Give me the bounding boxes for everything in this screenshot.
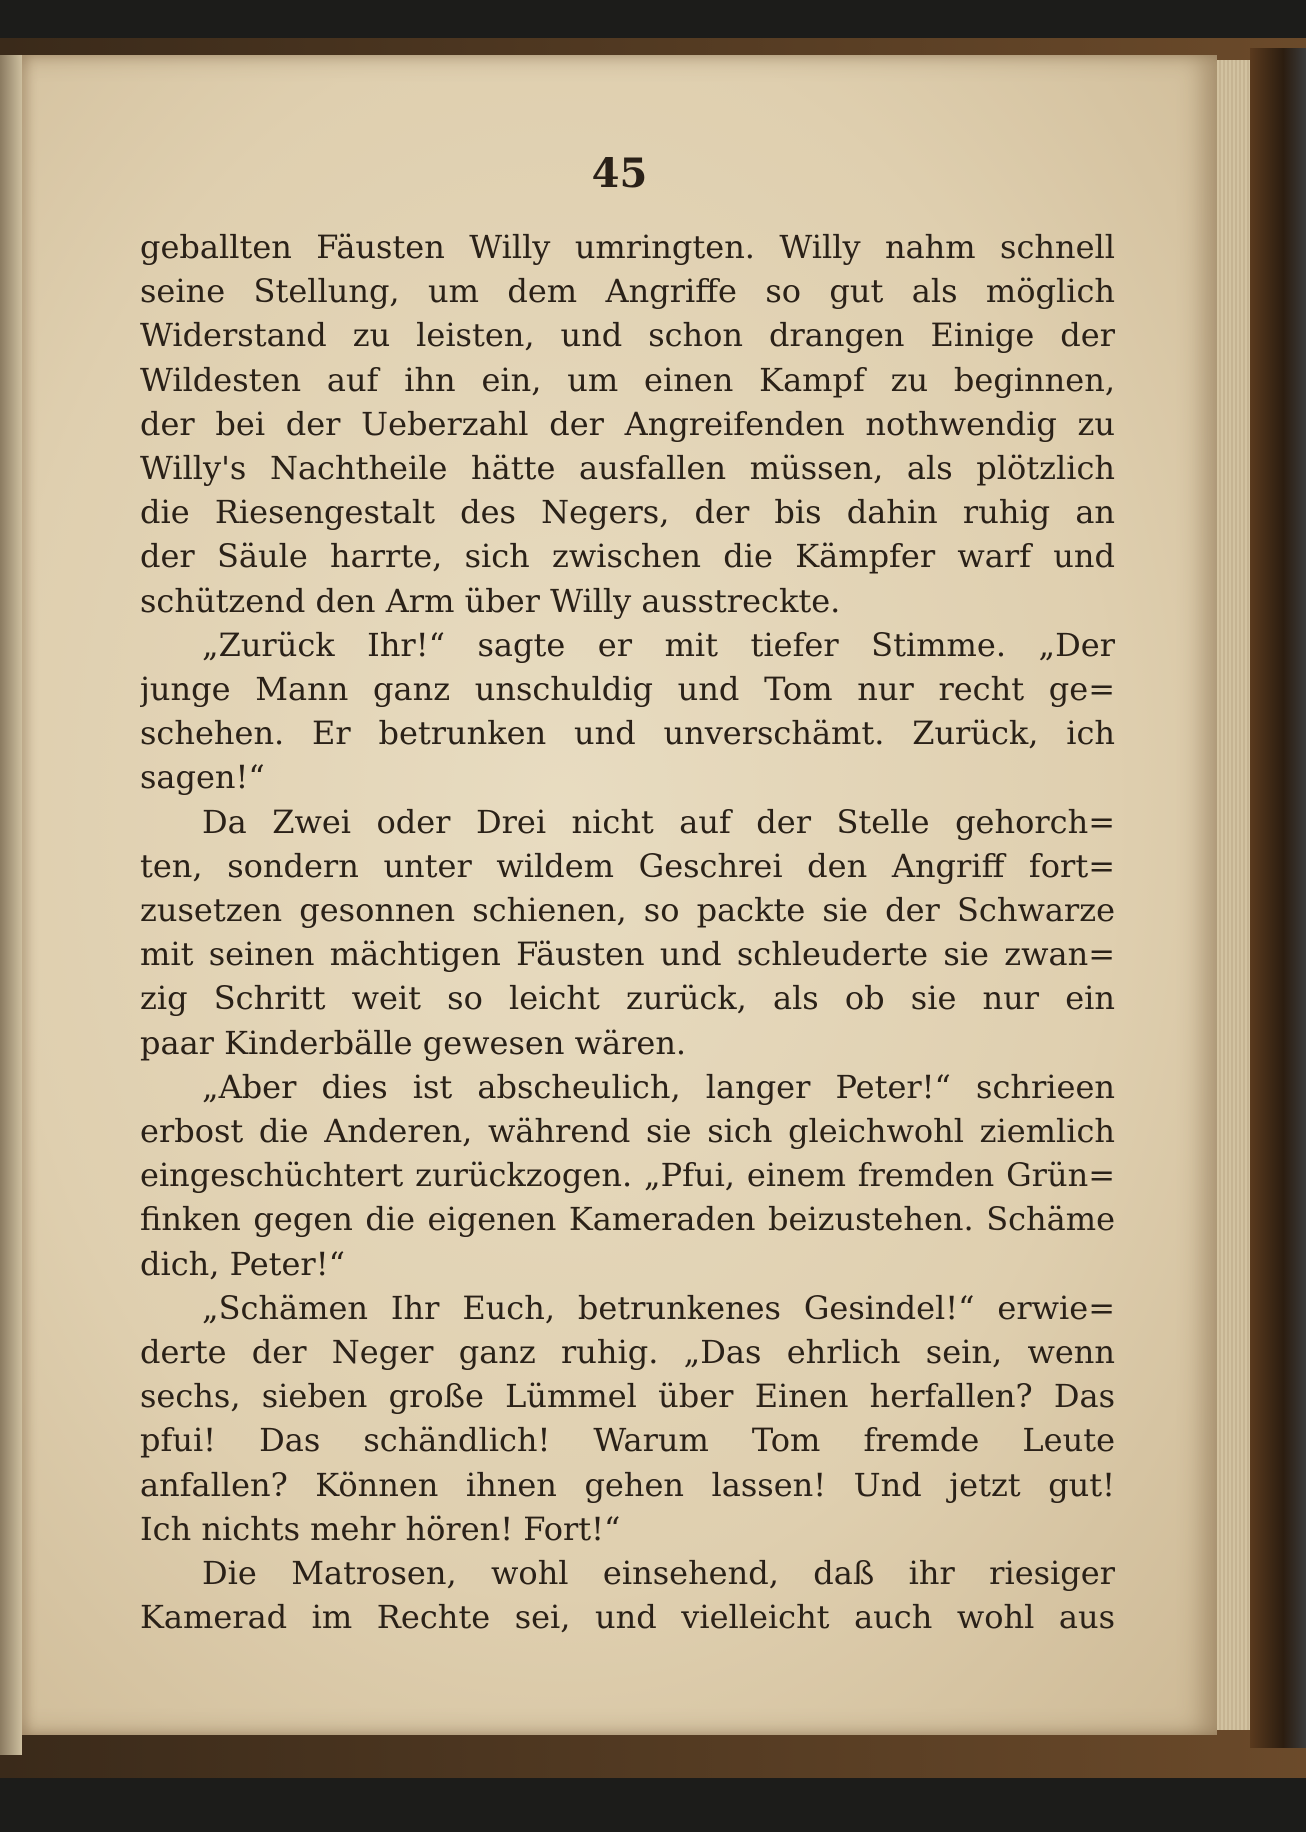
text-line: derte der Neger ganz ruhig. „Das ehrlich sein, wenn	[140, 1333, 1115, 1372]
text-line: sechs, sieben große Lümmel über Einen herfallen? Das	[140, 1377, 1115, 1416]
text-line: Willy's Nachtheile hätte ausfallen müssen, als plötzlich	[140, 449, 1115, 488]
text-line: ten, sondern unter wildem Geschrei den Angriff fort=	[140, 846, 1115, 885]
text-line: erbost die Anderen, während sie sich gleichwohl ziemlich	[140, 1112, 1115, 1151]
page-number: 45	[591, 150, 648, 197]
text-line: junge Mann ganz unschuldig und Tom nur recht ge=	[140, 670, 1115, 709]
text-line: Da Zwei oder Drei nicht auf der Stelle gehorch=	[202, 802, 1115, 841]
book-cover-edge	[1250, 48, 1306, 1748]
text-line: „Aber dies ist abscheulich, langer Peter!“ schrieen	[202, 1067, 1115, 1106]
text-line: die Riesengestalt des Negers, der bis dahin ruhig an	[140, 493, 1115, 532]
text-line: eingeschüchtert zurückzogen. „Pfui, einem fremden Grün=	[140, 1156, 1115, 1195]
text-line: „Zurück Ihr!“ sagte er mit tiefer Stimme. „Der	[202, 625, 1115, 664]
text-line: finken gegen die eigenen Kameraden beizustehen. Schäme	[140, 1200, 1115, 1239]
text-line: Wildesten auf ihn ein, um einen Kampf zu beginnen,	[140, 360, 1115, 399]
body-text	[140, 225, 1115, 1640]
text-line: anfallen? Können ihnen gehen lassen! Und jetzt gut!	[140, 1465, 1115, 1504]
text-line: der bei der Ueberzahl der Angreifenden nothwendig zu	[140, 404, 1115, 443]
book-page	[22, 55, 1217, 1735]
text-line: pfui! Das schändlich! Warum Tom fremde Leute	[140, 1421, 1115, 1460]
text-line: zusetzen gesonnen schienen, so packte sie der Schwarze	[140, 891, 1115, 930]
text-line: paar Kinderbälle gewesen wären.	[140, 1023, 687, 1062]
text-line: sagen!“	[140, 758, 265, 797]
text-line: Widerstand zu leisten, und schon drangen Einige der	[140, 316, 1115, 355]
text-line: der Säule harrte, sich zwischen die Kämpfer warf und	[140, 537, 1115, 576]
text-line: schehen. Er betrunken und unverschämt. Zurück, ich	[140, 714, 1115, 753]
text-line: mit seinen mächtigen Fäusten und schleuderte sie zwan=	[140, 935, 1115, 974]
text-line: geballten Fäusten Willy umringten. Willy nahm schnell	[140, 228, 1115, 266]
text-line: seine Stellung, um dem Angriffe so gut als möglich	[140, 272, 1115, 311]
text-line: dich, Peter!“	[140, 1244, 345, 1283]
text-line: Die Matrosen, wohl einsehend, daß ihr riesiger	[202, 1554, 1115, 1593]
text-line: zig Schritt weit so leicht zurück, als ob sie nur ein	[140, 979, 1115, 1018]
text-line: „Schämen Ihr Euch, betrunkenes Gesindel!“ erwie=	[202, 1288, 1115, 1327]
text-line: Kamerad im Rechte sei, und vielleicht auch wohl aus	[140, 1598, 1115, 1637]
text-line: Ich nichts mehr hören! Fort!“	[140, 1509, 621, 1548]
left-page-edge	[0, 55, 22, 1755]
text-line: schützend den Arm über Willy ausstreckte.	[140, 581, 841, 620]
